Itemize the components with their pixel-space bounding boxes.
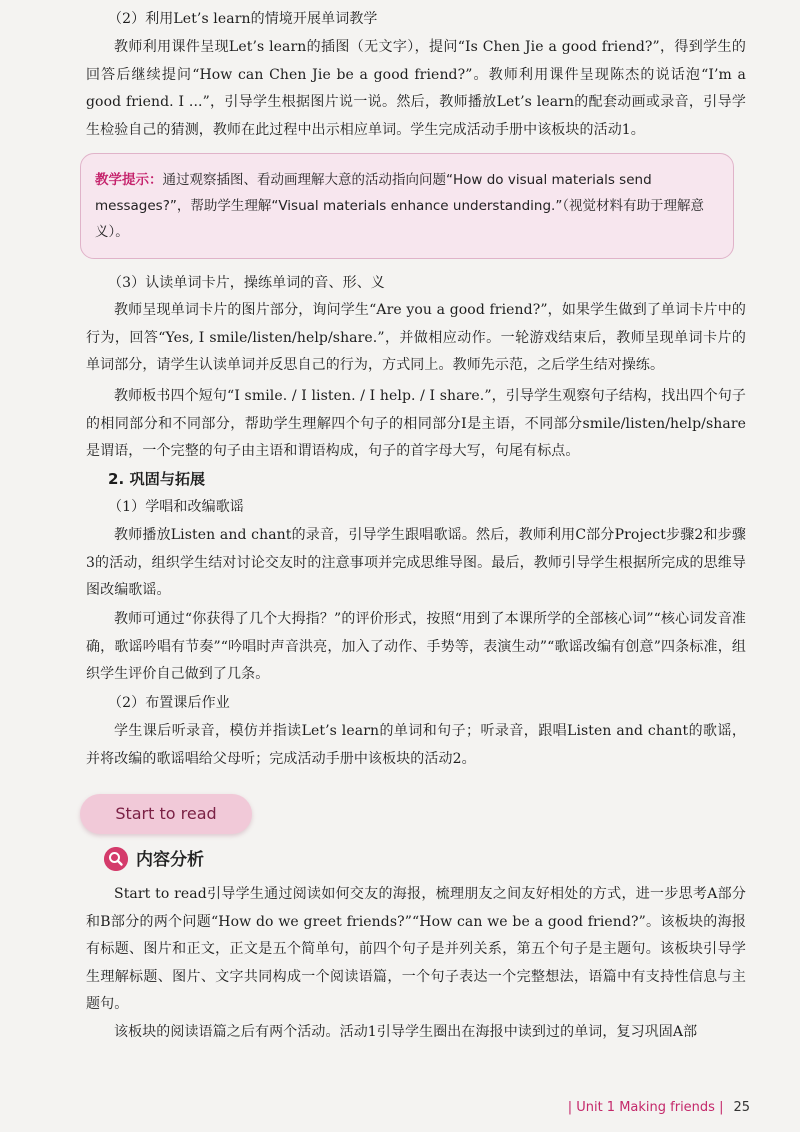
magnifier-icon	[104, 847, 128, 871]
start-to-read-tag	[80, 794, 252, 834]
page-number: 25	[733, 1100, 750, 1115]
subheading-3: （3）认读单词卡片，操练单词的音、形、义	[108, 275, 385, 291]
section-title: 内容分析	[136, 850, 204, 870]
subheading-2b: （2）布置课后作业	[108, 695, 230, 711]
subheading-1b: （1）学唱和改编歌谣	[108, 499, 244, 515]
teaching-tip-text	[95, 167, 717, 245]
start-to-read-label: Start to read	[115, 804, 217, 823]
teaching-tip-body: 通过观察插图、看动画理解大意的活动指向问题“How do visual materials send messages?”，帮助学生理解“Visual materials enhance understanding.”（视觉材料有助于理解意义）。	[95, 172, 705, 240]
paragraph-5: 教师可通过“你获得了几个大拇指？”的评价形式，按照“用到了本课所学的全部核心词”“核心词发音准确，歌谣吟唱有节奏”“吟唱时声音洪亮，加入了动作、手势等，表演生动”“歌谣改编有创意”四条标准，组织学生评价自己做到了几条。	[86, 611, 746, 682]
teaching-tip-box	[80, 153, 734, 259]
paragraph-6: 学生课后听录音，模仿并指读Let’s learn的单词和句子；听录音，跟唱Listen and chant的歌谣，并将改编的歌谣唱给父母听；完成活动手册中该板块的活动2。	[86, 723, 746, 767]
teaching-tip-label: 教学提示：	[95, 172, 163, 188]
section-heading-2: 2. 巩固与拓展	[108, 470, 206, 488]
paragraph-2: 教师呈现单词卡片的图片部分，询问学生“Are you a good friend?”，如果学生做到了单词卡片中的行为，回答“Yes, I smile/listen/help/share.”，并做相应动作。一轮游戏结束后，教师呈现单词卡片的单词部分，请学生认读单词并反思自己的行为，方式同上。教师先示范，之后学生结对操练。	[86, 302, 746, 373]
paragraph-3: 教师板书四个短句“I smile. / I listen. / I help. / I share.”，引导学生观察句子结构，找出四个句子的相同部分和不同部分，帮助学生理解四个句子的相同部分I是主语，不同部分smile/listen/help/share是谓语，一个完整的句子由主语和谓语构成，句子的首字母大写，句尾有标点。	[86, 388, 746, 459]
footer-unit: | Unit 1 Making friends |	[567, 1100, 724, 1115]
paragraph-1: 教师利用课件呈现Let’s learn的插图（无文字），提问“Is Chen Jie a good friend?”，得到学生的回答后继续提问“How can Chen Jie be a good friend?”。教师利用课件呈现陈杰的说话泡“I’m a good friend. I ...”，引导学生根据图片说一说。然后，教师播放Let’s learn的配套动画或录音，引导学生检验自己的猜测，教师在此过程中出示相应单词。学生完成活动手册中该板块的活动1。	[86, 39, 746, 138]
page-footer	[568, 1100, 750, 1115]
subheading-2: （2）利用Let’s learn的情境开展单词教学	[108, 11, 378, 27]
paragraph-4: 教师播放Listen and chant的录音，引导学生跟唱歌谣。然后，教师利用C部分Project步骤2和步骤3的活动，组织学生结对讨论交友时的注意事项并完成思维导图。最后，教师引导学生根据所完成的思维导图改编歌谣。	[86, 527, 746, 598]
paragraph-8: 该板块的阅读语篇之后有两个活动。活动1引导学生圈出在海报中读到过的单词，复习巩固A部	[114, 1024, 698, 1040]
paragraph-7: Start to read引导学生通过阅读如何交友的海报，梳理朋友之间友好相处的方式，进一步思考A部分和B部分的两个问题“How do we greet friends?”“How can we be a good friend?”。该板块的海报有标题、图片和正文，正文是五个简单句，前四个句子是并列关系，第五个句子是主题句。该板块引导学生理解标题、图片、文字共同构成一个阅读语篇，一个句子表达一个完整想法，语篇中有支持性信息与主题句。	[86, 886, 746, 1012]
